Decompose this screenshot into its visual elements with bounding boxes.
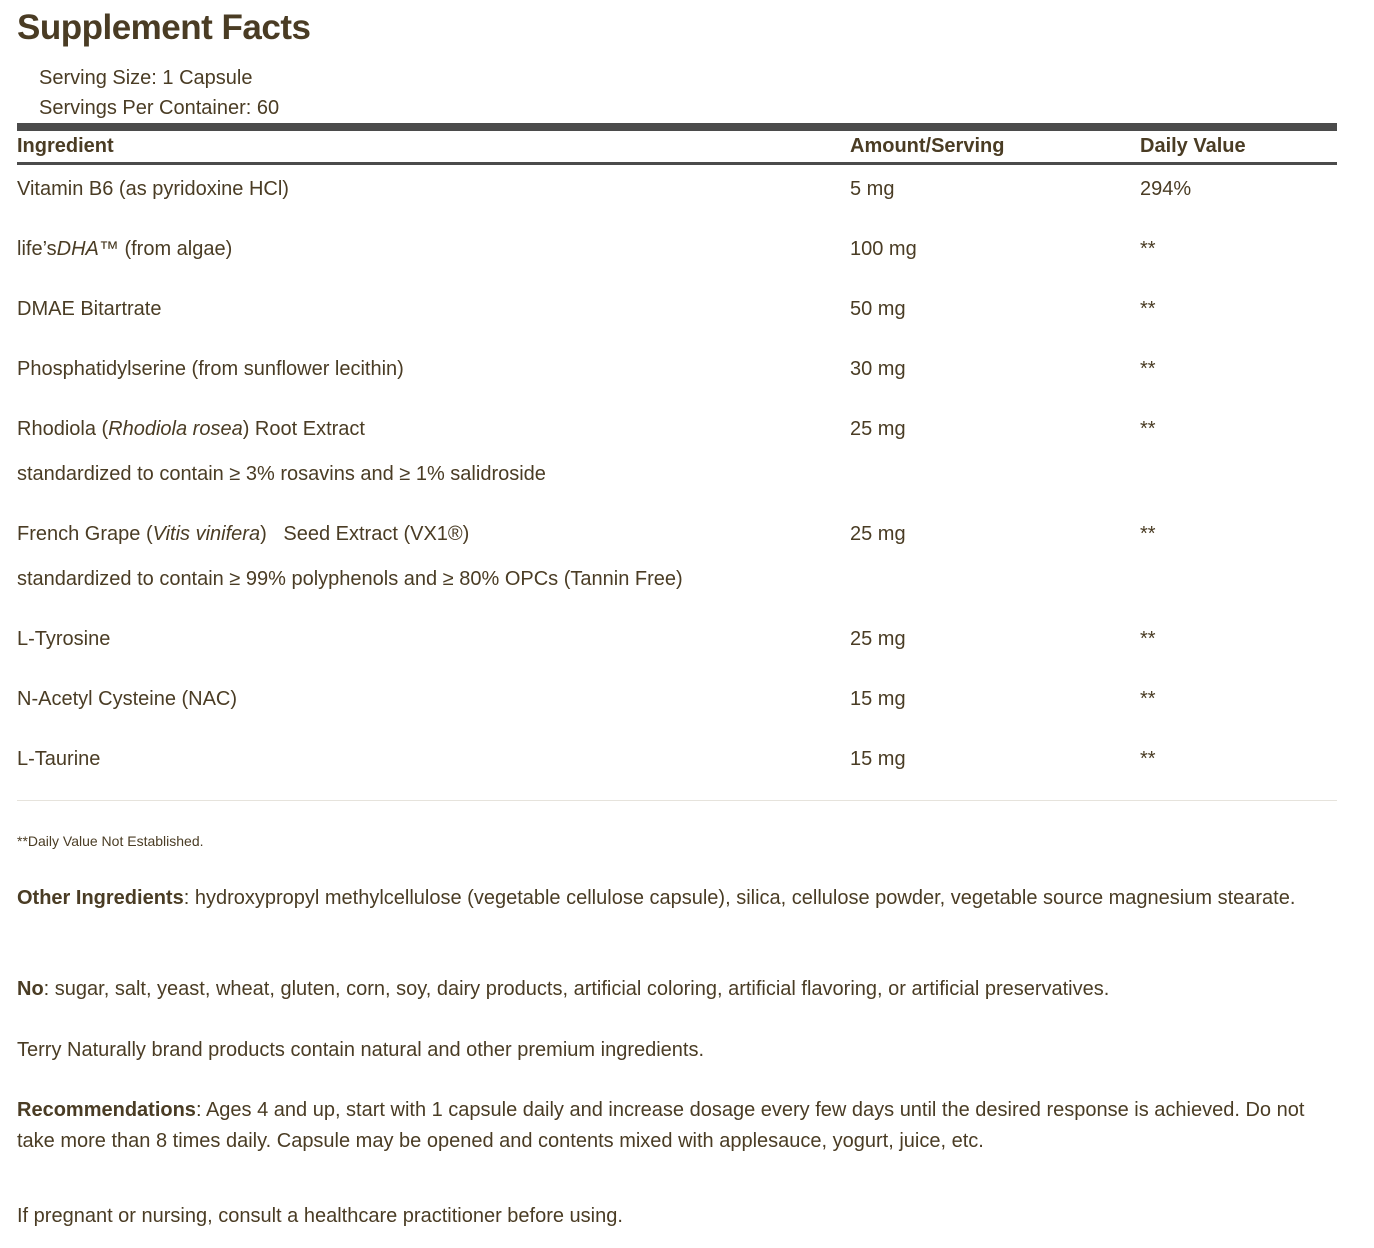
page-title: Supplement Facts	[17, 8, 311, 47]
row-rhodiola-ingredient	[17, 418, 365, 441]
no-label: No	[17, 978, 44, 1000]
other-ingredients-text: : hydroxypropyl methylcellulose (vegetable cellulose capsule), silica, cellulose powder, vegetable source magnesium stearate.	[183, 887, 1296, 909]
header-rule	[17, 162, 1337, 165]
row-l-tyrosine-ingredient: L-Tyrosine	[17, 628, 111, 650]
ingredient-italic-text: DHA	[56, 238, 99, 260]
row-lifes-dha-dv: **	[1140, 238, 1156, 260]
no-list	[17, 974, 1337, 1005]
row-l-taurine-amount: 15 mg	[850, 748, 906, 770]
row-dmae-ingredient: DMAE Bitartrate	[17, 298, 162, 320]
other-ingredients	[17, 883, 1337, 914]
row-l-tyrosine-amount: 25 mg	[850, 628, 906, 650]
row-l-tyrosine-dv: **	[1140, 628, 1156, 650]
other-ingredients-label: Other Ingredients	[17, 887, 184, 909]
daily-value-footnote: **Daily Value Not Established.	[17, 833, 204, 849]
row-rhodiola-standardization: standardized to contain ≥ 3% rosavins and ≥ 1% salidroside	[17, 463, 546, 485]
header-amount: Amount/Serving	[850, 135, 1005, 157]
row-nac-dv: **	[1140, 688, 1156, 710]
row-l-taurine-dv: **	[1140, 748, 1156, 770]
pregnancy-warning: If pregnant or nursing, consult a healthcare practitioner before using.	[17, 1205, 623, 1227]
ingredient-text: Rhodiola (	[17, 418, 109, 440]
row-dmae-dv: **	[1140, 298, 1156, 320]
servings-per-container: Servings Per Container: 60	[39, 97, 280, 119]
ingredient-italic-text: Rhodiola rosea	[108, 418, 243, 440]
row-french-grape-dv: **	[1140, 523, 1156, 545]
ingredient-text: ™ (from algae)	[98, 238, 233, 260]
no-text: : sugar, salt, yeast, wheat, gluten, corn, soy, dairy products, artificial coloring, artificial flavoring, or artificial preservatives.	[43, 978, 1110, 1000]
header-ingredient: Ingredient	[17, 135, 114, 157]
row-phosphatidylserine-dv: **	[1140, 358, 1156, 380]
recommendations-label: Recommendations	[17, 1099, 196, 1121]
row-lifes-dha-ingredient	[17, 238, 232, 261]
row-rhodiola-dv: **	[1140, 418, 1156, 440]
table-divider	[17, 800, 1337, 801]
header-daily-value: Daily Value	[1140, 135, 1246, 157]
ingredient-text: ) Root Extract	[242, 418, 365, 440]
ingredient-text: ) Seed Extract (VX1®)	[260, 523, 470, 545]
row-rhodiola-amount: 25 mg	[850, 418, 906, 440]
serving-size: Serving Size: 1 Capsule	[39, 67, 253, 89]
row-french-grape-ingredient	[17, 523, 469, 546]
row-dmae-amount: 50 mg	[850, 298, 906, 320]
row-phosphatidylserine-ingredient: Phosphatidylserine (from sunflower lecithin)	[17, 358, 404, 380]
row-vitamin-b6-ingredient: Vitamin B6 (as pyridoxine HCl)	[17, 178, 289, 200]
row-lifes-dha-amount: 100 mg	[850, 238, 917, 260]
brand-note: Terry Naturally brand products contain natural and other premium ingredients.	[17, 1039, 705, 1061]
row-phosphatidylserine-amount: 30 mg	[850, 358, 906, 380]
row-nac-ingredient: N-Acetyl Cysteine (NAC)	[17, 688, 238, 710]
row-french-grape-amount: 25 mg	[850, 523, 906, 545]
top-rule	[17, 123, 1337, 131]
ingredient-text: life’s	[17, 238, 57, 260]
row-nac-amount: 15 mg	[850, 688, 906, 710]
row-vitamin-b6-dv: 294%	[1140, 178, 1192, 200]
row-french-grape-standardization: standardized to contain ≥ 99% polyphenols and ≥ 80% OPCs (Tannin Free)	[17, 568, 683, 590]
recommendations	[17, 1095, 1337, 1157]
ingredient-italic-text: Vitis vinifera	[152, 523, 261, 545]
recommendations-text: : Ages 4 and up, start with 1 capsule daily and increase dosage every few days until the desired response is achieved. Do not take more than 8 times daily. Capsule may be opened and contents mixed with applesauce, yogurt, juice, etc.	[17, 1099, 1305, 1152]
row-vitamin-b6-amount: 5 mg	[850, 178, 895, 200]
ingredient-text: French Grape (	[17, 523, 153, 545]
row-l-taurine-ingredient: L-Taurine	[17, 748, 101, 770]
